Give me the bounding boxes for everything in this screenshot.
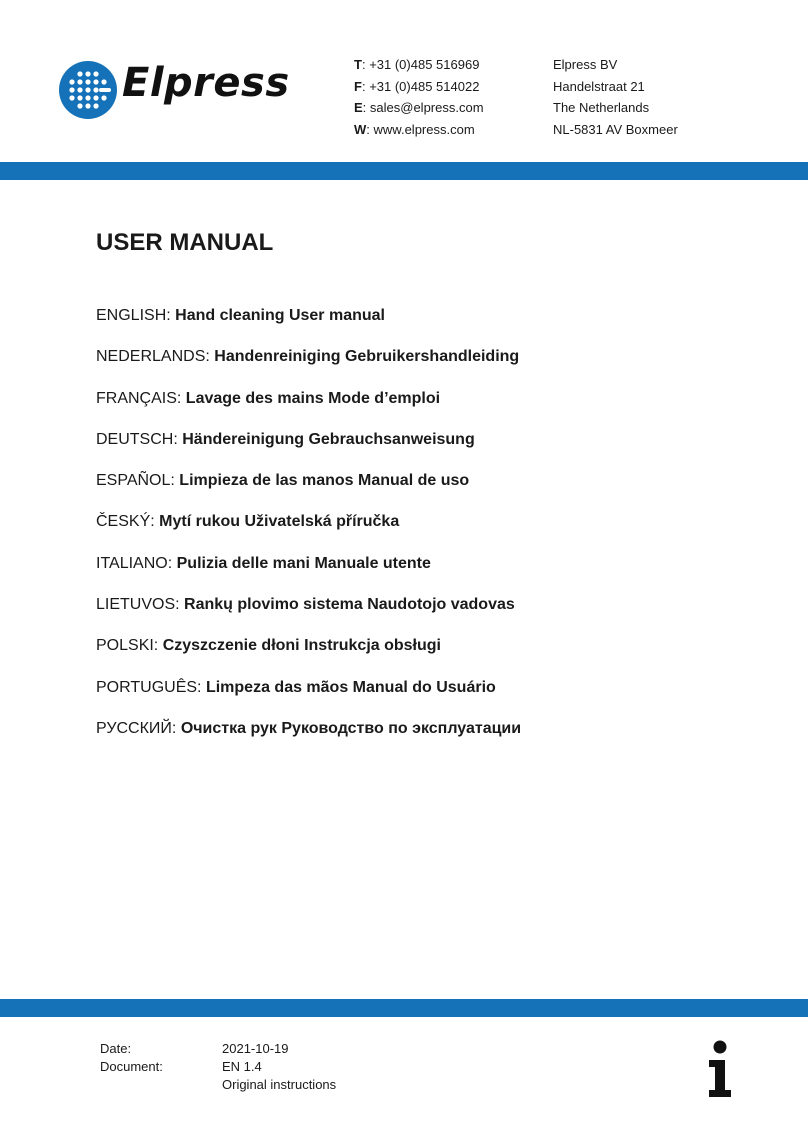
footer-divider-bar [0, 999, 808, 1017]
original-instructions-note: Original instructions [222, 1077, 337, 1092]
document-label: Document: [100, 1059, 163, 1074]
manual-title: Czyszczenie dłoni Instrukcja obsługi [162, 637, 441, 655]
manual-title: Lavage des mains Mode d’emploi [185, 389, 441, 407]
contact-email: E: sales@elpress.com [354, 100, 484, 115]
language-list [96, 305, 521, 759]
address-postal: NL-5831 AV Boxmeer [553, 121, 678, 137]
language-name: LIETUVOS: [96, 596, 180, 614]
language-item [96, 677, 521, 718]
language-name: FRANÇAIS: [96, 389, 182, 407]
elpress-logo [58, 58, 298, 122]
language-item [96, 470, 521, 511]
language-name: DEUTSCH: [96, 430, 178, 448]
language-name: PORTUGUÊS: [96, 678, 202, 696]
manual-title: Limpeza das mãos Manual do Usuário [205, 678, 496, 696]
language-item [96, 594, 521, 635]
language-name: ENGLISH: [96, 307, 171, 324]
info-icon [706, 1040, 734, 1098]
fax-value: +31 (0)485 514022 [369, 78, 480, 94]
manual-title: Händereinigung Gebrauchsanweisung [182, 430, 475, 448]
language-name: POLSKI: [96, 637, 159, 655]
document-value: EN 1.4 [222, 1059, 262, 1074]
manual-title: Очистка рук Руководство по эксплуатации [180, 719, 522, 737]
contact-fax: F: +31 (0)485 514022 [354, 78, 480, 94]
manual-title: Limpieza de las manos Manual de uso [179, 472, 470, 490]
language-name: ESPAÑOL: [96, 472, 175, 490]
page-title: USER MANUAL [96, 229, 274, 256]
manual-title: Mytí rukou Uživatelská příručka [159, 513, 400, 531]
address-company: Elpress BV [553, 57, 618, 72]
language-item [96, 388, 521, 429]
language-name: ČESKÝ: [96, 513, 155, 531]
language-name: ITALIANO: [96, 554, 173, 572]
manual-title: Pulizia delle mani Manuale utente [176, 554, 431, 572]
language-item [96, 346, 521, 387]
address-street: Handelstraat 21 [553, 78, 645, 94]
contact-info [354, 54, 484, 140]
date-label: Date: [100, 1041, 132, 1056]
address-country: The Netherlands [553, 100, 650, 115]
language-item [96, 553, 521, 594]
manual-title: Rankų plovimo sistema Naudotojo vadovas [184, 596, 515, 614]
company-address [553, 54, 678, 140]
manual-title: Hand cleaning User manual [175, 307, 385, 324]
date-value: 2021-10-19 [222, 1041, 289, 1056]
language-item [96, 429, 521, 470]
email-link[interactable]: sales@elpress.com [369, 100, 484, 115]
contact-phone: T: +31 (0)485 516969 [354, 57, 480, 72]
header-divider-bar [0, 162, 808, 180]
language-name: NEDERLANDS: [96, 348, 210, 366]
elpress-dot-logo-icon [58, 60, 118, 120]
manual-title: Handenreiniging Gebruikershandleiding [214, 348, 520, 366]
elpress-logo-wordmark: Elpress [122, 60, 290, 106]
phone-value: +31 (0)485 516969 [369, 57, 480, 72]
language-name: РУССКИЙ: [96, 719, 177, 737]
website-link[interactable]: www.elpress.com [373, 121, 475, 137]
language-item [96, 635, 521, 676]
contact-web: W: www.elpress.com [354, 121, 475, 137]
language-item [96, 718, 521, 759]
language-item [96, 305, 521, 346]
language-item [96, 511, 521, 552]
